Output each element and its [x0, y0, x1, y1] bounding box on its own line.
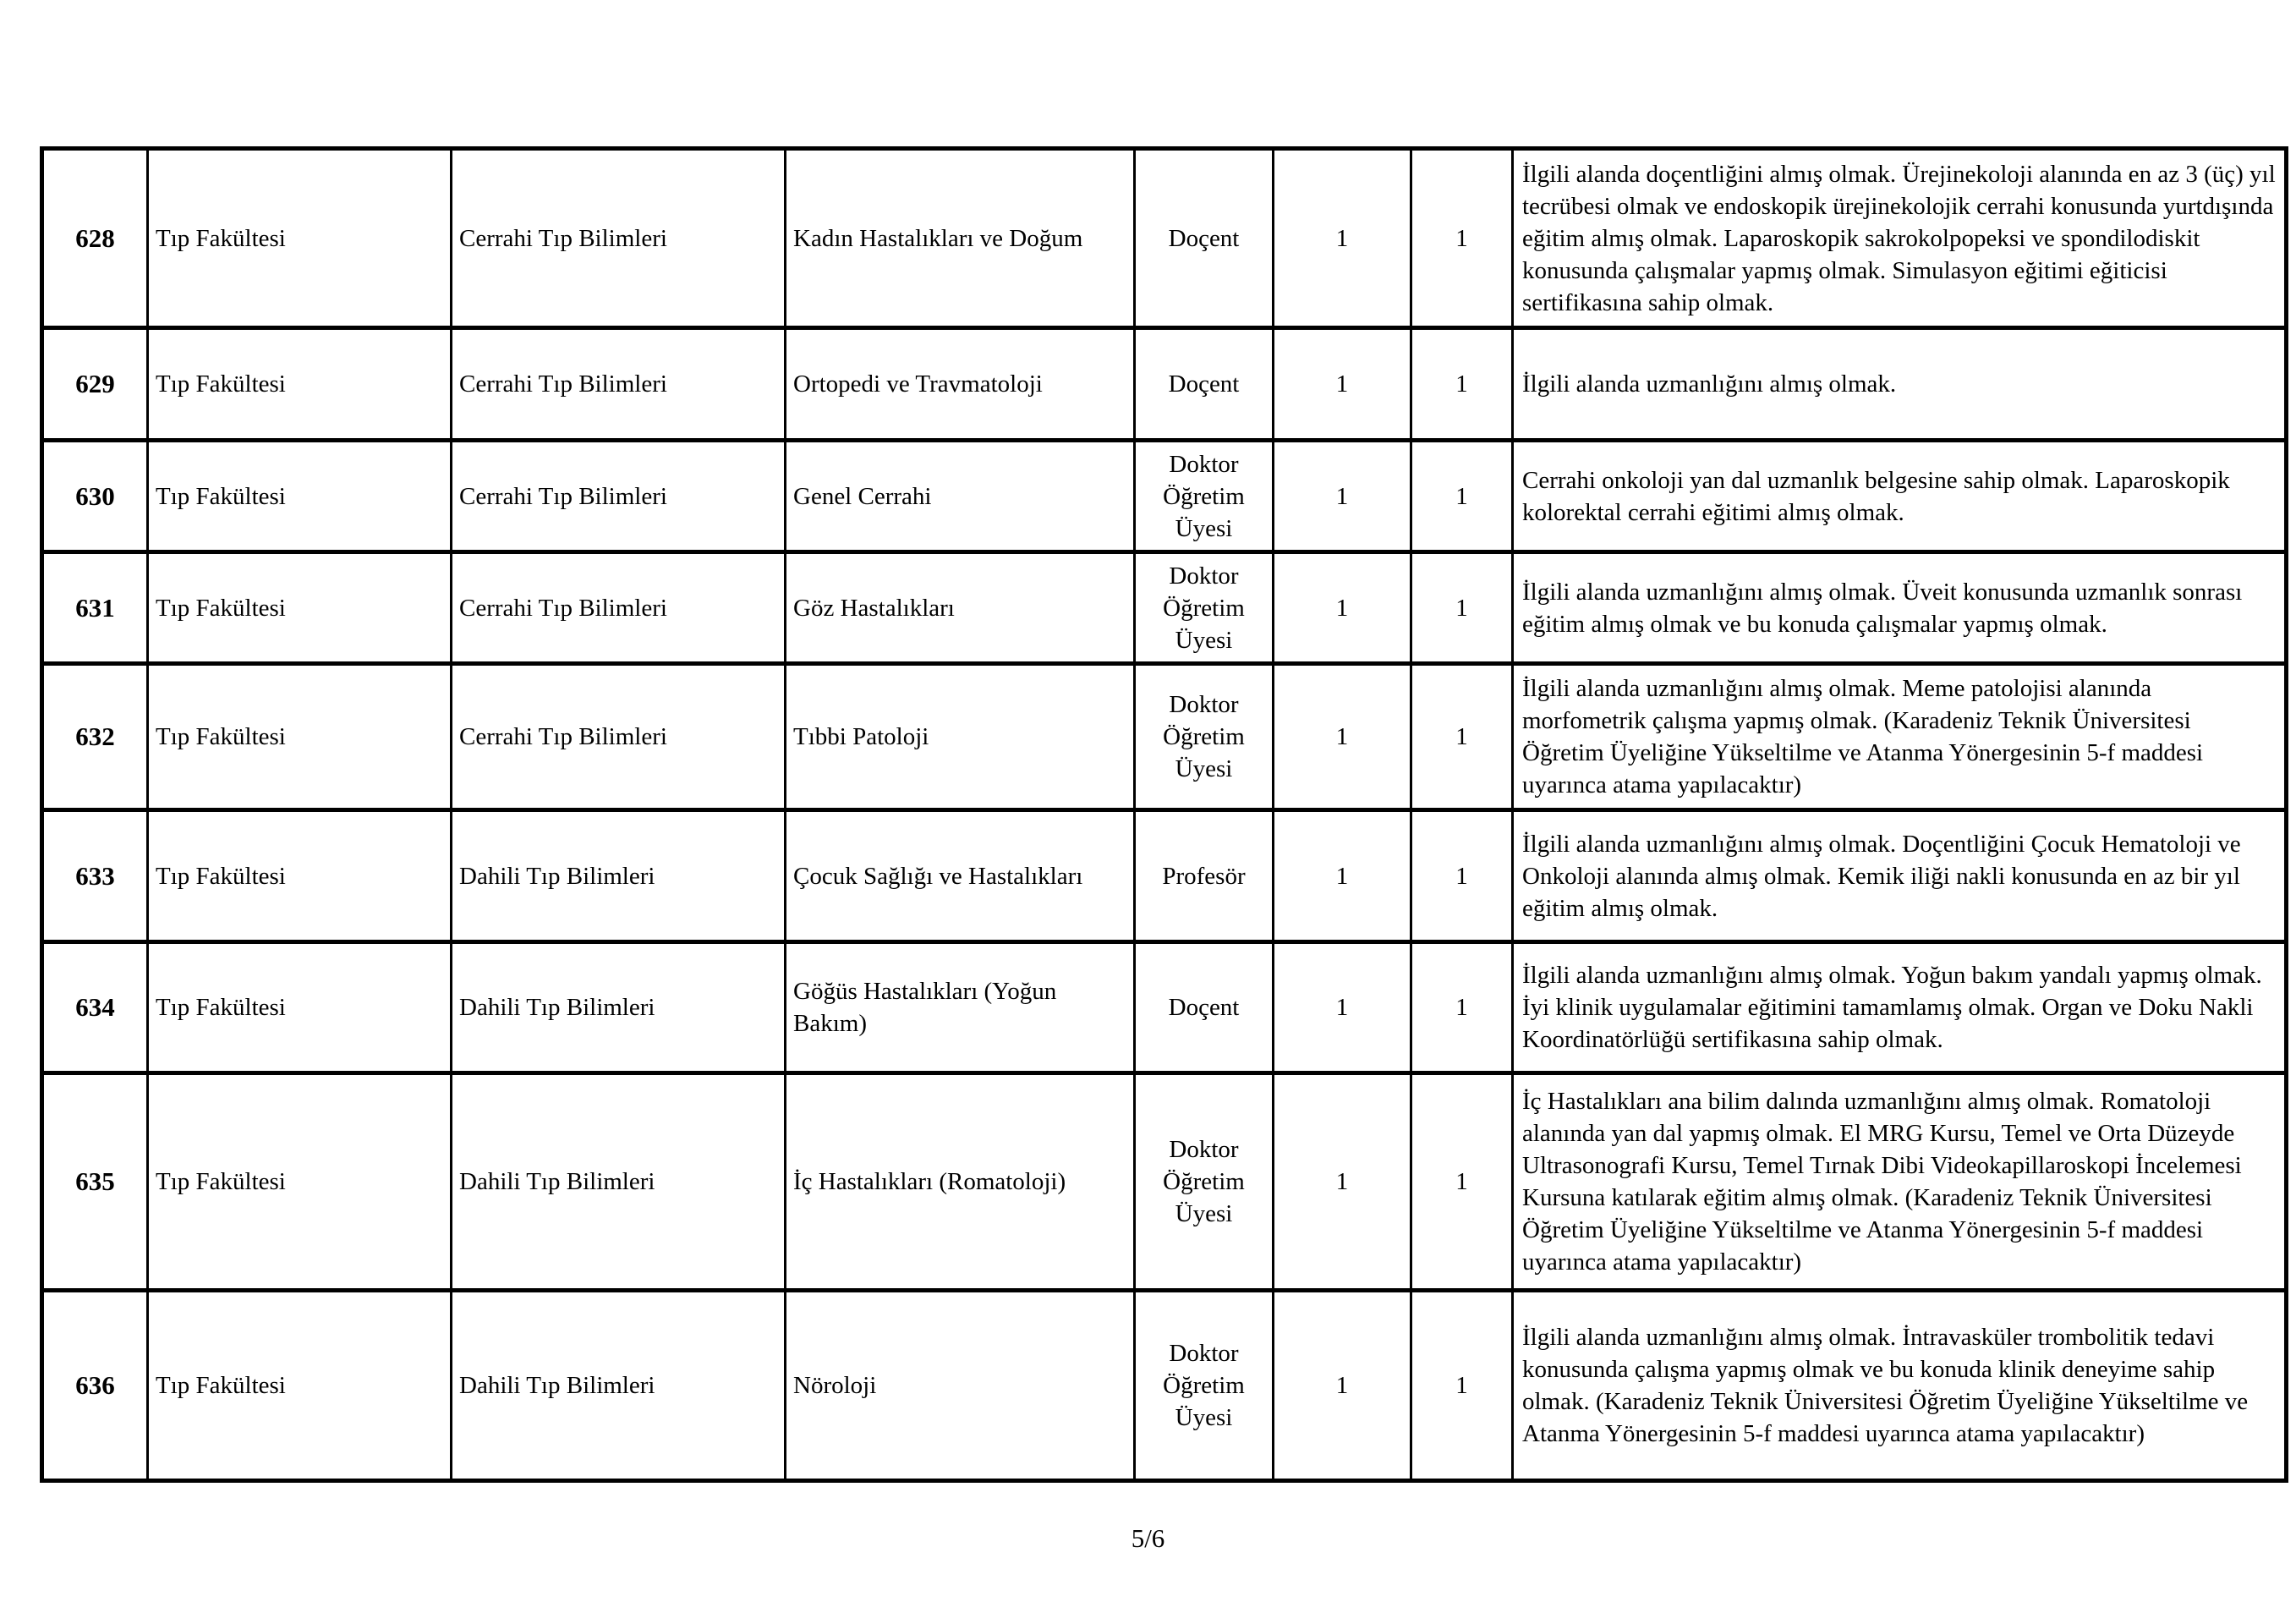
program-cell: Genel Cerrahi: [786, 441, 1135, 552]
title-cell: Doktor Öğretim Üyesi: [1135, 552, 1274, 664]
count-a-cell: 1: [1274, 149, 1411, 328]
row-number-cell: 633: [42, 810, 148, 942]
department-cell: Cerrahi Tıp Bilimleri: [452, 552, 786, 664]
faculty-cell: Tıp Fakültesi: [148, 149, 452, 328]
department-cell: Cerrahi Tıp Bilimleri: [452, 664, 786, 810]
row-number-cell: 629: [42, 328, 148, 441]
department-cell: Cerrahi Tıp Bilimleri: [452, 441, 786, 552]
program-cell: Tıbbi Patoloji: [786, 664, 1135, 810]
table-row: [42, 664, 2287, 810]
title-cell: Doktor Öğretim Üyesi: [1135, 1073, 1274, 1291]
count-b-cell: 1: [1411, 664, 1513, 810]
program-cell: Göğüs Hastalıkları (Yoğun Bakım): [786, 942, 1135, 1073]
table-row: [42, 552, 2287, 664]
faculty-cell: Tıp Fakültesi: [148, 664, 452, 810]
description-cell: İlgili alanda uzmanlığını almış olmak. Meme patolojisi alanında morfometrik çalışma yapmış olmak. (Karadeniz Teknik Üniversitesi Öğretim Üyeliğine Yükseltilme ve Atanma Yönergesinin 5-f maddesi uyarınca atama yapılacaktır): [1513, 664, 2287, 810]
department-cell: Cerrahi Tıp Bilimleri: [452, 149, 786, 328]
row-number-cell: 632: [42, 664, 148, 810]
count-a-cell: 1: [1274, 664, 1411, 810]
title-cell: Doktor Öğretim Üyesi: [1135, 664, 1274, 810]
count-a-cell: 1: [1274, 441, 1411, 552]
row-number-cell: 635: [42, 1073, 148, 1291]
count-b-cell: 1: [1411, 942, 1513, 1073]
row-number-cell: 628: [42, 149, 148, 328]
faculty-cell: Tıp Fakültesi: [148, 942, 452, 1073]
faculty-cell: Tıp Fakültesi: [148, 810, 452, 942]
count-a-cell: 1: [1274, 328, 1411, 441]
faculty-cell: Tıp Fakültesi: [148, 1073, 452, 1291]
count-b-cell: 1: [1411, 328, 1513, 441]
count-b-cell: 1: [1411, 1291, 1513, 1481]
department-cell: Dahili Tıp Bilimleri: [452, 810, 786, 942]
row-number-cell: 631: [42, 552, 148, 664]
title-cell: Doçent: [1135, 149, 1274, 328]
program-cell: Göz Hastalıkları: [786, 552, 1135, 664]
department-cell: Dahili Tıp Bilimleri: [452, 1073, 786, 1291]
table-row: [42, 441, 2287, 552]
table-row: [42, 149, 2287, 328]
faculty-cell: Tıp Fakültesi: [148, 552, 452, 664]
department-cell: Cerrahi Tıp Bilimleri: [452, 328, 786, 441]
table-row: [42, 328, 2287, 441]
row-number-cell: 630: [42, 441, 148, 552]
row-number-cell: 636: [42, 1291, 148, 1481]
program-cell: Çocuk Sağlığı ve Hastalıkları: [786, 810, 1135, 942]
description-cell: İlgili alanda uzmanlığını almış olmak. Yoğun bakım yandalı yapmış olmak. İyi klinik uygulamalar eğitimini tamamlamış olmak. Organ ve Doku Nakli Koordinatörlüğü sertifikasına sahip olmak.: [1513, 942, 2287, 1073]
count-b-cell: 1: [1411, 552, 1513, 664]
table-row: [42, 1291, 2287, 1481]
description-cell: İlgili alanda uzmanlığını almış olmak. Doçentliğini Çocuk Hematoloji ve Onkoloji alanında almış olmak. Kemik iliği nakli konusunda en az bir yıl eğitim almış olmak.: [1513, 810, 2287, 942]
table-row: [42, 1073, 2287, 1291]
department-cell: Dahili Tıp Bilimleri: [452, 1291, 786, 1481]
count-b-cell: 1: [1411, 810, 1513, 942]
description-cell: Cerrahi onkoloji yan dal uzmanlık belgesine sahip olmak. Laparoskopik kolorektal cerrahi eğitimi almış olmak.: [1513, 441, 2287, 552]
page-number: 5/6: [1131, 1523, 1165, 1553]
title-cell: Doçent: [1135, 328, 1274, 441]
title-cell: Doktor Öğretim Üyesi: [1135, 1291, 1274, 1481]
description-cell: İlgili alanda uzmanlığını almış olmak. İntravasküler trombolitik tedavi konusunda çalışma yapmış olmak ve bu konuda klinik deneyime sahip olmak. (Karadeniz Teknik Üniversitesi Öğretim Üyeliğine Yükseltilme ve Atanma Yönergesinin 5-f maddesi uyarınca atama yapılacaktır): [1513, 1291, 2287, 1481]
table-row: [42, 810, 2287, 942]
row-number-cell: 634: [42, 942, 148, 1073]
table-row: [42, 942, 2287, 1073]
program-cell: Nöroloji: [786, 1291, 1135, 1481]
title-cell: Doktor Öğretim Üyesi: [1135, 441, 1274, 552]
title-cell: Profesör: [1135, 810, 1274, 942]
description-cell: İç Hastalıkları ana bilim dalında uzmanlığını almış olmak. Romatoloji alanında yan dal yapmış olmak. El MRG Kursu, Temel ve Orta Düzeyde Ultrasonografi Kursu, Temel Tırnak Dibi Videokapillaroskopi İncelemesi Kursuna katılarak eğitim almış olmak. (Karadeniz Teknik Üniversitesi Öğretim Üyeliğine Yükseltilme ve Atanma Yönergesinin 5-f maddesi uyarınca atama yapılacaktır): [1513, 1073, 2287, 1291]
count-a-cell: 1: [1274, 1291, 1411, 1481]
program-cell: İç Hastalıkları (Romatoloji): [786, 1073, 1135, 1291]
department-cell: Dahili Tıp Bilimleri: [452, 942, 786, 1073]
program-cell: Ortopedi ve Travmatoloji: [786, 328, 1135, 441]
description-cell: İlgili alanda doçentliğini almış olmak. Ürejinekoloji alanında en az 3 (üç) yıl tecrübesi olmak ve endoskopik ürejinekolojik cerrahi konusunda yurtdışında eğitim almış olmak. Laparoskopik sakrokolpopeksi ve spondilodiskit konusunda çalışmalar yapmış olmak. Simulasyon eğitimi eğiticisi sertifikasına sahip olmak.: [1513, 149, 2287, 328]
count-b-cell: 1: [1411, 149, 1513, 328]
count-a-cell: 1: [1274, 1073, 1411, 1291]
faculty-cell: Tıp Fakültesi: [148, 1291, 452, 1481]
faculty-cell: Tıp Fakültesi: [148, 441, 452, 552]
count-a-cell: 1: [1274, 552, 1411, 664]
count-b-cell: 1: [1411, 441, 1513, 552]
count-a-cell: 1: [1274, 810, 1411, 942]
count-b-cell: 1: [1411, 1073, 1513, 1291]
positions-table: [40, 146, 2288, 1483]
count-a-cell: 1: [1274, 942, 1411, 1073]
program-cell: Kadın Hastalıkları ve Doğum: [786, 149, 1135, 328]
faculty-cell: Tıp Fakültesi: [148, 328, 452, 441]
title-cell: Doçent: [1135, 942, 1274, 1073]
description-cell: İlgili alanda uzmanlığını almış olmak. Üveit konusunda uzmanlık sonrası eğitim almış olmak ve bu konuda çalışmalar yapmış olmak.: [1513, 552, 2287, 664]
description-cell: İlgili alanda uzmanlığını almış olmak.: [1513, 328, 2287, 441]
